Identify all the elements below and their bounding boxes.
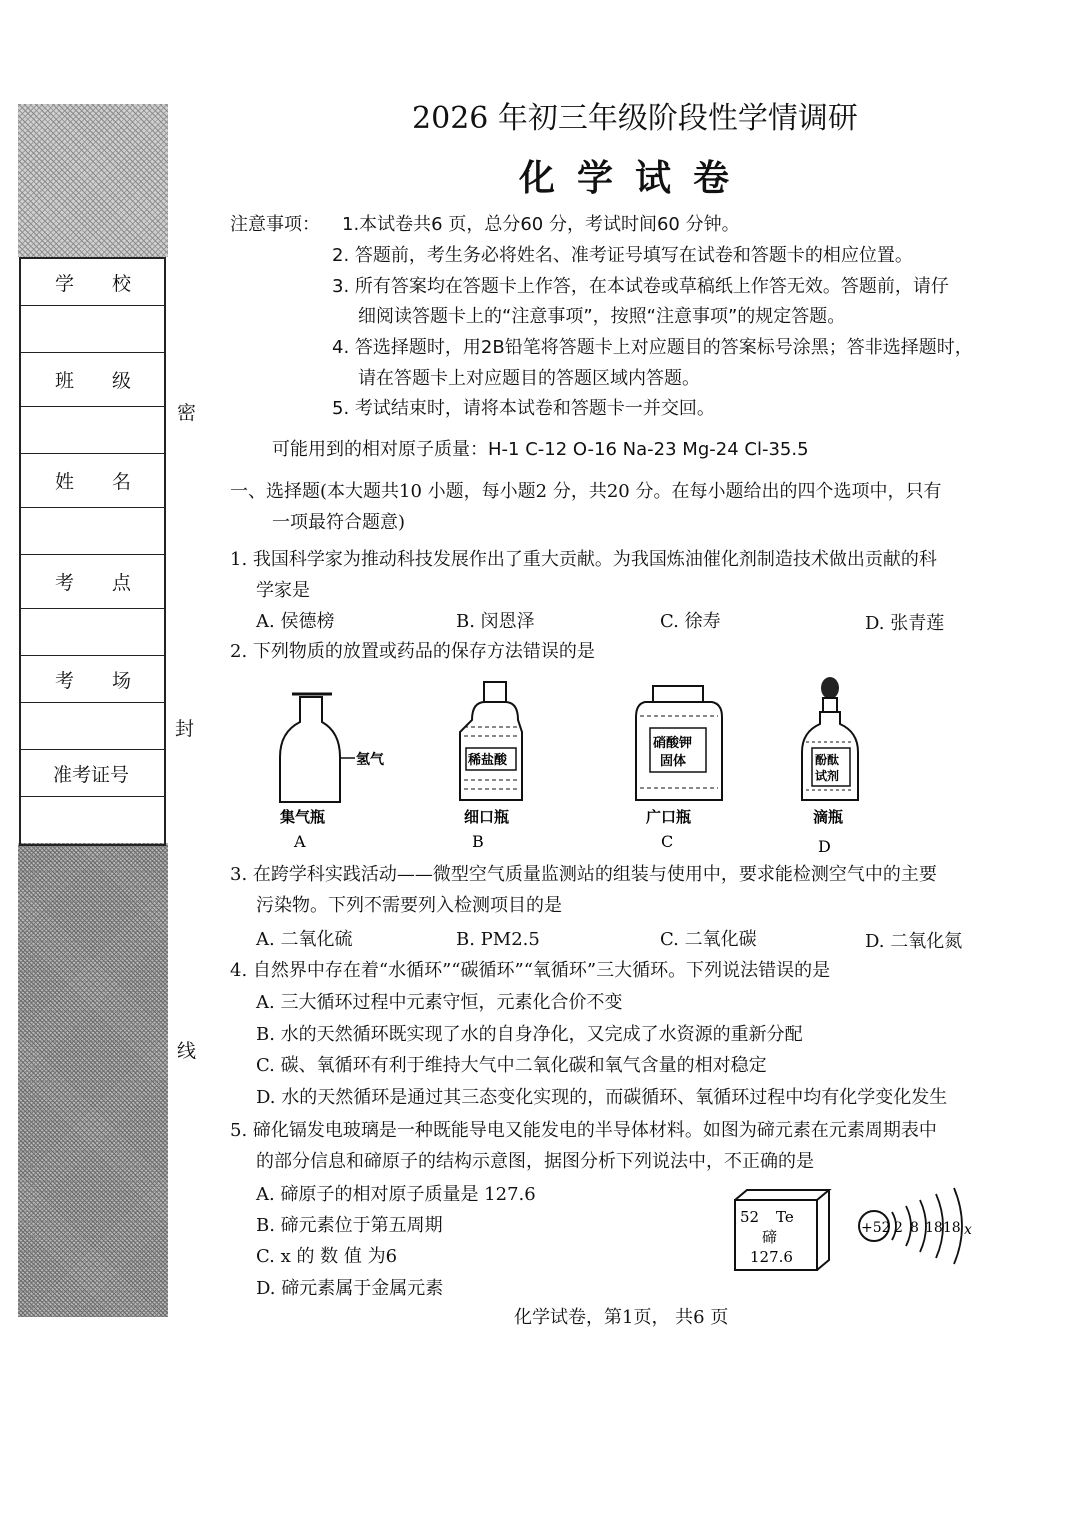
note-3-cont: 细阅读答题卡上的“注意事项”，按照“注意事项”的规定答题。 [358,306,846,327]
q4-stem: 4. 自然界中存在着“水循环”“碳循环”“氧循环”三大循环。下列说法错误的是 [230,960,831,981]
bottle-letter-a: A [294,832,306,851]
exam-room-field[interactable] [21,703,164,750]
exam-site-label: 考 点 [21,555,164,609]
bottle-d-label-1: 酚酞 [815,753,840,767]
element-symbol: Te [776,1208,794,1226]
bottle-letter-c: C [661,832,674,851]
section1-heading-cont: 一项最符合题意) [272,512,406,533]
atom-nucleus: +52 [861,1220,891,1236]
q5-stem: 5. 碲化镉发电玻璃是一种既能导电又能发电的半导体材料。如图为碲元素在元素周期表中 [230,1120,937,1141]
bottle-name-b: 细口瓶 [464,808,510,826]
shell-4: x [964,1222,972,1238]
ticket-number-field[interactable] [21,797,164,844]
note-1: 1.本试卷共6 页，总分60 分，考试时间60 分钟。 [342,214,740,235]
gas-label: 氢气 [356,752,384,768]
gas-jar-icon [280,694,355,802]
shell-1: 2 [894,1220,903,1236]
bottle-letter-d: D [818,837,831,856]
atomic-mass-line: 可能用到的相对原子质量：H-1 C-12 O-16 Na-23 Mg-24 Cl-35.5 [272,439,809,460]
note-4: 4. 答选择题时，用2B铅笔将答题卡上对应题目的答案标号涂黑；答非选择题时， [332,337,973,358]
tellurium-element-card [732,1188,832,1272]
q2-bottles-figure [260,672,880,862]
school-field[interactable] [21,306,164,353]
bottle-letter-b: B [472,832,484,851]
q2-stem: 2. 下列物质的放置或药品的保存方法错误的是 [230,641,595,662]
student-info-table [19,257,166,846]
sidebar-hatch-bottom [18,843,168,1317]
q5-option-b[interactable]: B. 碲元素位于第五周期 [256,1215,443,1236]
bottle-d-label-2: 试剂 [815,769,840,783]
q4-option-c[interactable]: C. 碳、氧循环有利于维持大气中二氧化碳和氧气含量的相对稳定 [256,1055,767,1076]
seal-char-feng: 封 [175,718,195,740]
bottle-name-d: 滴瓶 [813,808,844,826]
seal-char-mi: 密 [177,402,197,424]
q5-option-d[interactable]: D. 碲元素属于金属元素 [256,1278,444,1299]
exam-room-label: 考 场 [21,656,164,703]
q3-option-b[interactable]: B. PM2.5 [456,929,540,950]
element-number: 52 [740,1208,760,1226]
q4-option-b[interactable]: B. 水的天然循环既实现了水的自身净化，又完成了水资源的重新分配 [256,1024,803,1045]
note-3: 3. 所有答案均在答题卡上作答，在本试卷或草稿纸上作答无效。答题前，请仔 [332,276,949,297]
q1-option-b[interactable]: B. 闵恩泽 [456,611,535,632]
note-5: 5. 考试结束时，请将本试卷和答题卡一并交回。 [332,398,715,419]
q1-stem-cont: 学家是 [256,580,310,601]
q1-stem: 1. 我国科学家为推动科技发展作出了重大贡献。为我国炼油催化剂制造技术做出贡献的科 [230,549,937,570]
bottle-name-a: 集气瓶 [280,808,326,826]
q3-option-a[interactable]: A. 二氧化硫 [256,929,353,950]
q3-stem-cont: 污染物。下列不需要列入检测项目的是 [256,895,562,916]
page-footer: 化学试卷，第1页， 共6 页 [514,1307,729,1328]
exam-site-field[interactable] [21,609,164,656]
exam-subtitle: 化学试卷 [518,158,751,199]
q5-stem-cont: 的部分信息和碲原子的结构示意图，据图分析下列说法中，不正确的是 [256,1151,814,1172]
q1-option-d[interactable]: D. 张青莲 [865,613,945,634]
section1-heading: 一、选择题(本大题共10 小题，每小题2 分，共20 分。在每小题给出的四个选项中，只有 [230,481,942,502]
q3-option-c[interactable]: C. 二氧化碳 [660,929,757,950]
q5-option-c[interactable]: C. x 的 数 值 为6 [256,1246,398,1267]
tellurium-atom-diagram [854,1184,984,1274]
q3-stem: 3. 在跨学科实践活动——微型空气质量监测站的组装与使用中，要求能检测空气中的主要 [230,864,937,885]
seal-char-xian: 线 [177,1040,197,1062]
bottle-b-label: 稀盐酸 [468,753,508,768]
shell-2: 8 [910,1220,919,1236]
bottle-c-label-1: 硝酸钾 [653,736,693,751]
note-4-cont: 请在答题卡上对应题目的答题区域内答题。 [358,368,700,389]
q1-option-a[interactable]: A. 侯德榜 [256,611,335,632]
q4-option-d[interactable]: D. 水的天然循环是通过其三态变化实现的，而碳循环、氧循环过程中均有化学变化发生 [256,1087,948,1108]
element-name: 碲 [762,1228,778,1246]
note-2: 2. 答题前，考生务必将姓名、准考证号填写在试卷和答题卡的相应位置。 [332,245,913,266]
name-field[interactable] [21,508,164,555]
exam-title: 2026 年初三年级阶段性学情调研 [412,101,858,136]
q5-option-a[interactable]: A. 碲原子的相对原子质量是 127.6 [256,1184,536,1205]
notes-label: 注意事项： [230,214,320,235]
bottle-c-label-2: 固体 [660,754,687,769]
bottle-name-c: 广口瓶 [646,808,692,826]
shell-3: 1818 [925,1220,961,1236]
narrow-bottle-icon [460,682,522,800]
q3-option-d[interactable]: D. 二氧化氮 [865,931,963,952]
element-mass: 127.6 [750,1248,793,1266]
q1-option-c[interactable]: C. 徐寿 [660,611,721,632]
class-label: 班 级 [21,353,164,407]
class-field[interactable] [21,407,164,454]
q4-option-a[interactable]: A. 三大循环过程中元素守恒，元素化合价不变 [256,992,623,1013]
ticket-number-label: 准考证号 [21,750,164,797]
school-label: 学 校 [21,259,164,306]
name-label: 姓 名 [21,454,164,508]
